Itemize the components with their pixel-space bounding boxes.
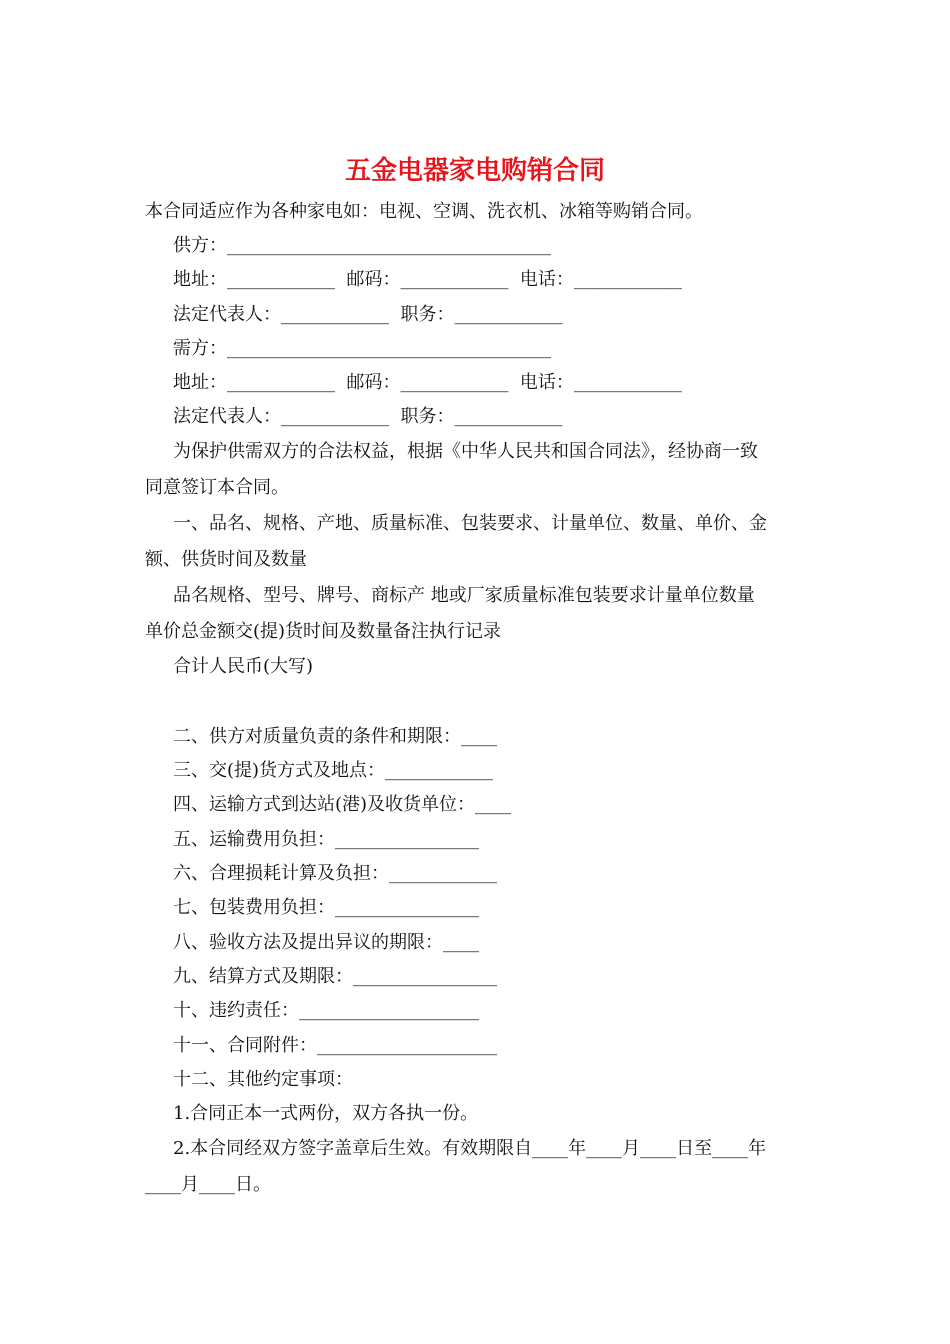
item-fields-line-1: 品名规格、型号、牌号、商标产 地或厂家质量标准包装要求计量单位数量	[173, 585, 755, 606]
clause-5-line: 五、运输费用负担：________________	[173, 829, 479, 850]
clause-10-line: 十、违约责任：____________________	[173, 1000, 479, 1021]
supplier-representative-line: 法定代表人：____________ 职务：____________	[173, 304, 563, 325]
preamble-line-2: 同意签订本合同。	[145, 477, 289, 498]
item-fields-line-2: 单价总金额交(提)货时间及数量备注执行记录	[145, 621, 502, 642]
intro-line: 本合同适应作为各种家电如：电视、空调、洗衣机、冰箱等购销合同。	[145, 201, 703, 222]
buyer-address-line: 地址：____________ 邮码：____________ 电话：____________	[173, 372, 682, 393]
supplier-line: 供方：____________________________________	[173, 235, 551, 256]
clause-9-line: 九、结算方式及期限：________________	[173, 966, 497, 987]
term-1-line: 1.合同正本一式两份，双方各执一份。	[173, 1103, 479, 1124]
contract-title: 五金电器家电购销合同	[344, 156, 605, 186]
buyer-line: 需方：____________________________________	[173, 338, 551, 359]
clause-2-line: 二、供方对质量负责的条件和期限：____	[173, 726, 497, 747]
clause-3-line: 三、交(提)货方式及地点：____________	[173, 760, 494, 781]
term-2-line-1: 2.本合同经双方签字盖章后生效。有效期限自____年____月____日至____年	[173, 1138, 767, 1159]
preamble-line-1: 为保护供需双方的合法权益，根据《中华人民共和国合同法》，经协商一致	[173, 441, 758, 462]
term-2-line-2: ____月____日。	[145, 1174, 271, 1195]
clause-4-line: 四、运输方式到达站(港)及收货单位：____	[173, 794, 512, 815]
clause-6-line: 六、合理损耗计算及负担：____________	[173, 863, 497, 884]
supplier-address-line: 地址：____________ 邮码：____________ 电话：____________	[173, 269, 682, 290]
buyer-representative-line: 法定代表人：____________ 职务：____________	[173, 406, 563, 427]
clause-12-line: 十二、其他约定事项：	[173, 1069, 353, 1090]
clause-8-line: 八、验收方法及提出异议的期限：____	[173, 932, 479, 953]
clause-1-line-1: 一、品名、规格、产地、质量标准、包装要求、计量单位、数量、单价、金	[173, 513, 767, 534]
clause-1-line-2: 额、供货时间及数量	[145, 549, 307, 570]
clause-7-line: 七、包装费用负担：________________	[173, 897, 479, 918]
total-amount-line: 合计人民币(大写)	[173, 656, 314, 677]
clause-11-line: 十一、合同附件：____________________	[173, 1035, 497, 1056]
